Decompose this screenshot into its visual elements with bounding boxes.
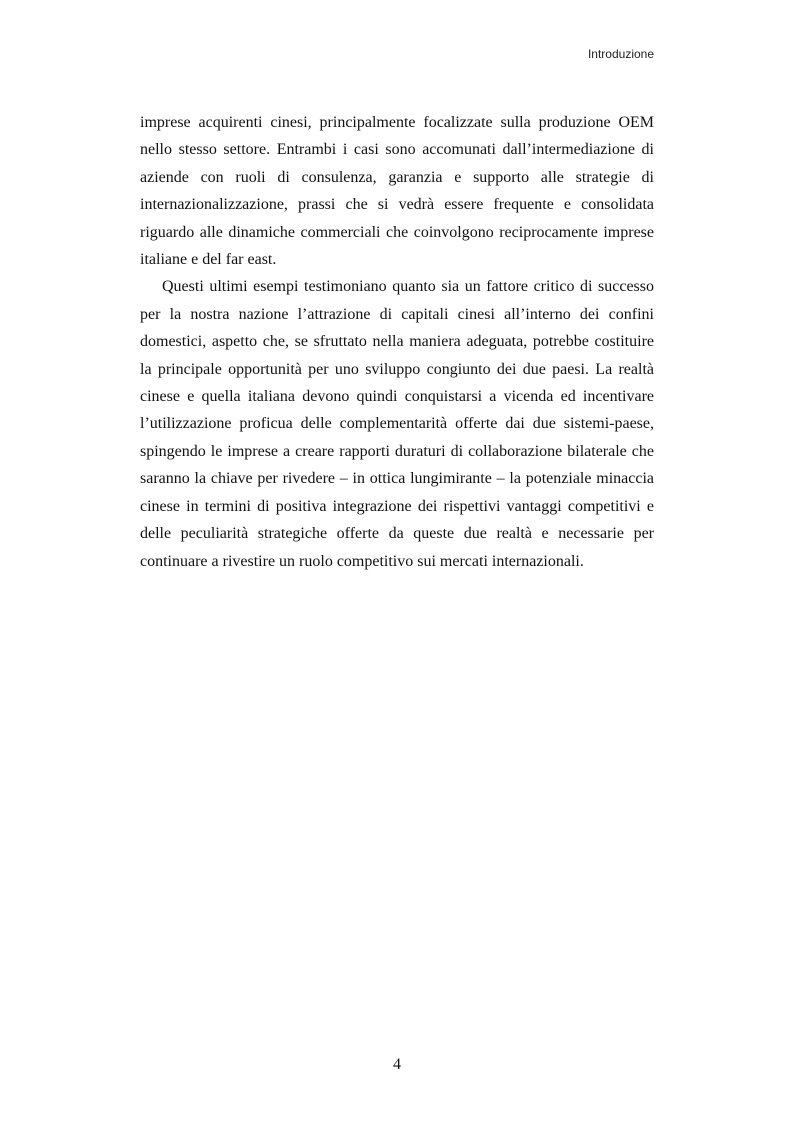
running-header: Introduzione (587, 47, 654, 61)
paragraph-main: Questi ultimi esempi testimoniano quanto sia un fattore critico di successo per la nostra nazione l’attrazione di capitali cinesi all’interno dei confini domestici, aspetto che, se sfruttato nella maniera adeguata, potrebbe costituire la principale opportunità per uno sviluppo congiunto dei due paesi. La realtà cinese e quella italiana devono quindi conquistarsi a vicenda ed incentivare l’utilizzazione proficua delle complementarità offerte dai due sistemi-paese, spingendo le imprese a creare rapporti duraturi di collaborazione bilaterale che saranno la chiave per rivedere – in ottica lungimirante – la potenziale minaccia cinese in termini di positiva integrazione dei rispettivi vantaggi competitivi e delle peculiarità strategiche offerte da queste due realtà e necessarie per continuare a rivestire un ruolo competitivo sui mercati internazionali. (140, 278, 654, 570)
paragraph-continuation: imprese acquirenti cinesi, principalmente focalizzate sulla produzione OEM nello stesso settore. Entrambi i casi sono accomunati dall’intermediazione di aziende con ruoli di consulenza, garanzia e supporto alle strategie di internazionalizzazione, prassi che si vedrà essere frequente e consolidata riguardo alle dinamiche commerciali che coinvolgono reciprocamente imprese italiane e del far east. (140, 114, 654, 269)
page-number: 4 (393, 1056, 401, 1073)
body-text (140, 109, 654, 575)
